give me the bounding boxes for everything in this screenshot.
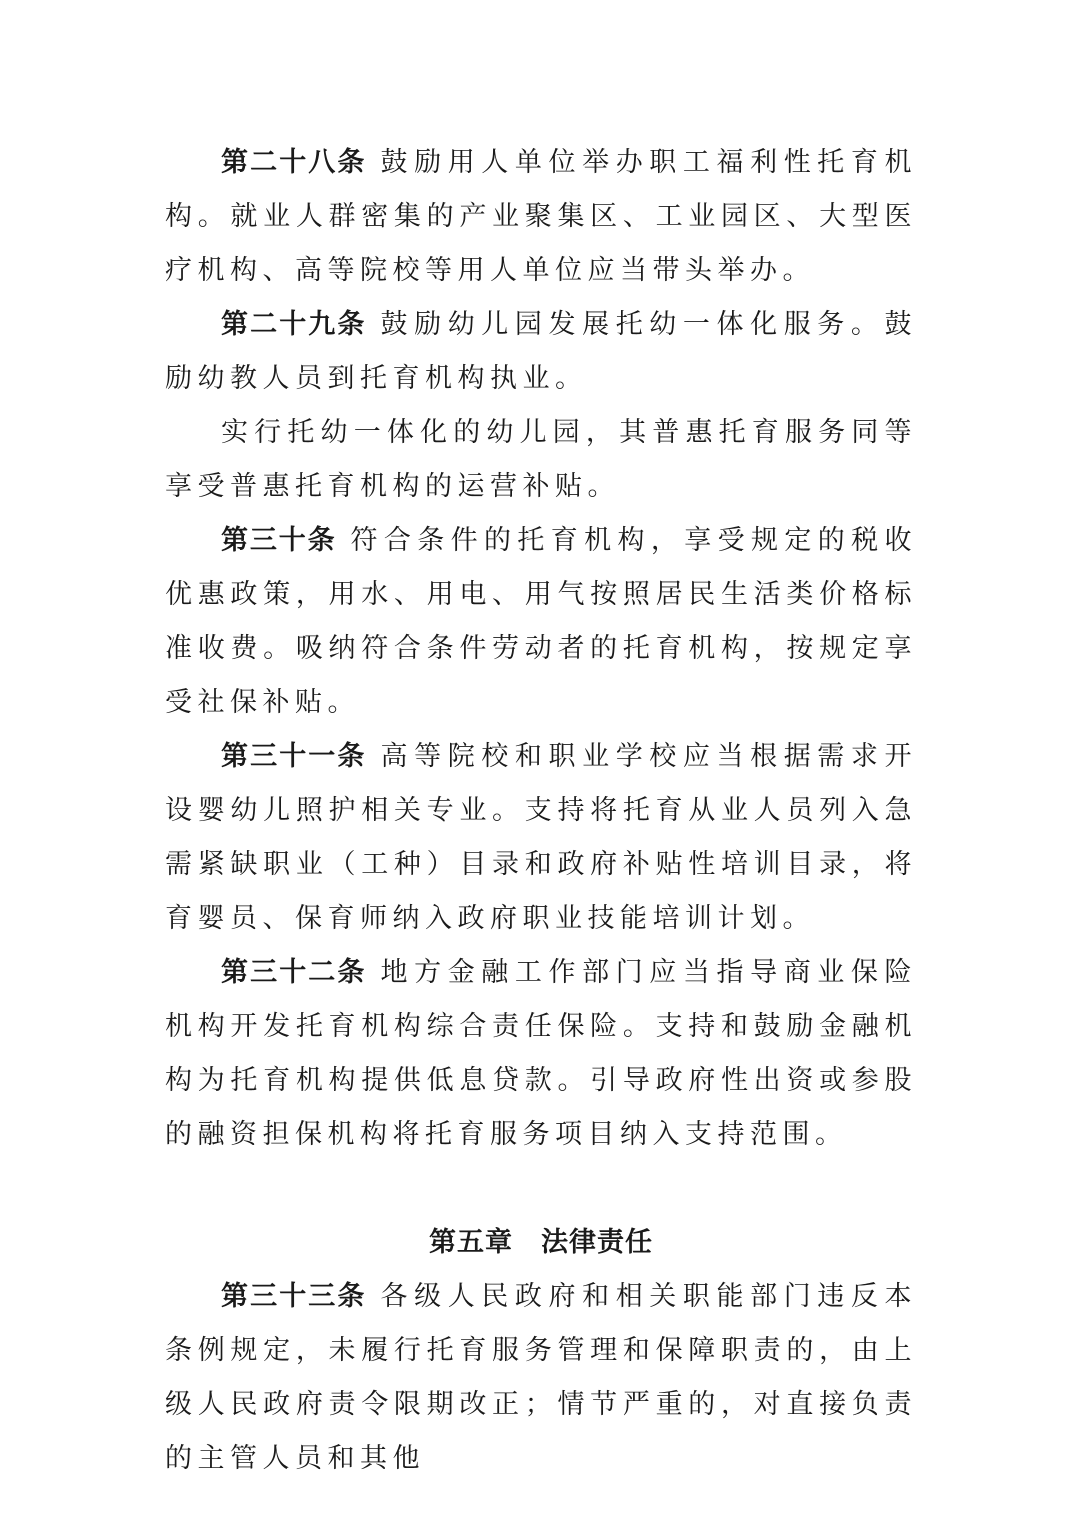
article-text: 符合条件的托育机构，享受规定的税收优惠政策，用水、用电、用气按照居民生活类价格标准收费。吸纳符合条件劳动者的托育机构，按规定享受社保补贴。 [165,525,917,718]
article-text: 高等院校和职业学校应当根据需求开设婴幼儿照护相关专业。支持将托育从业人员列入急需紧缺职业（工种）目录和政府补贴性培训目录，将育婴员、保育师纳入政府职业技能培训计划。 [165,741,917,934]
article-text: 鼓励幼儿园发展托幼一体化服务。鼓励幼教人员到托育机构执业。 [165,309,917,394]
document-body [165,136,917,1486]
article-28 [165,136,917,298]
article-number: 第二十九条 [221,309,367,340]
chapter-heading [165,1216,917,1270]
article-31 [165,730,917,946]
article-text: 鼓励用人单位举办职工福利性托育机构。就业人群密集的产业聚集区、工业园区、大型医疗机构、高等院校等用人单位应当带头举办。 [165,147,917,286]
article-text: 地方金融工作部门应当指导商业保险机构开发托育机构综合责任保险。支持和鼓励金融机构为托育机构提供低息贷款。引导政府性出资或参股的融资担保机构将托育服务项目纳入支持范围。 [165,957,917,1150]
article-number: 第三十三条 [221,1281,367,1312]
article-text: 实行托幼一体化的幼儿园，其普惠托育服务同等享受普惠托育机构的运营补贴。 [165,417,917,502]
chapter-title: 法律责任 [541,1227,653,1258]
article-29 [165,298,917,406]
article-text: 各级人民政府和相关职能部门违反本条例规定，未履行托育服务管理和保障职责的，由上级人民政府责令限期改正；情节严重的，对直接负责的主管人员和其他 [165,1281,917,1474]
article-29-clause-2 [165,406,917,514]
article-number: 第三十一条 [221,741,367,772]
chapter-number: 第五章 [429,1227,513,1258]
article-number: 第三十二条 [221,957,367,988]
article-32 [165,946,917,1162]
article-number: 第二十八条 [221,147,367,178]
article-33 [165,1270,917,1486]
article-number: 第三十条 [221,525,337,556]
article-30 [165,514,917,730]
